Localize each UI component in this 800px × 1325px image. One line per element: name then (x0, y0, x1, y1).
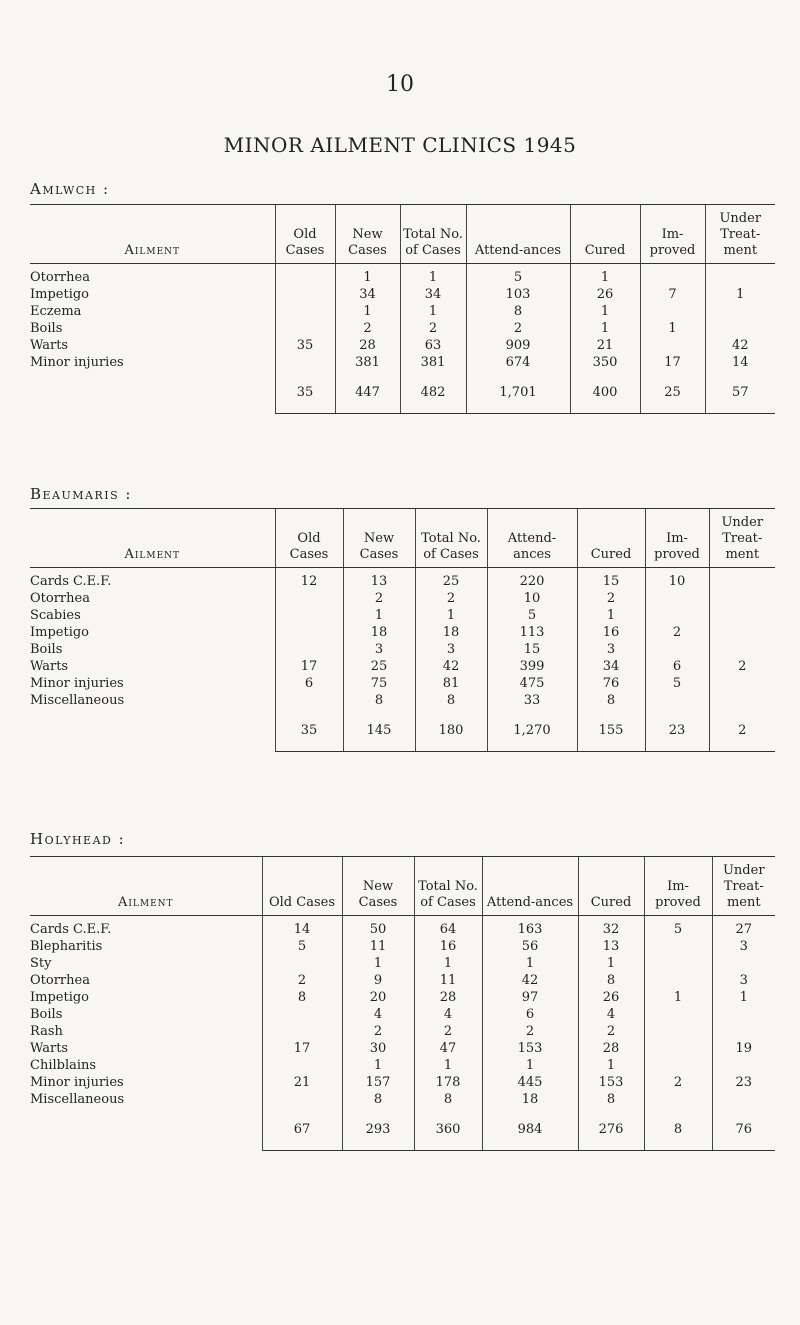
cell-attendances: 1 (482, 1057, 578, 1074)
cell-improved (644, 955, 712, 972)
ailment-name: Boils (30, 321, 63, 336)
holyhead-table (30, 856, 775, 1151)
total-cured: 155 (577, 709, 645, 752)
cell-under-treatment (709, 590, 775, 607)
ailment-name: Miscellaneous (30, 693, 125, 708)
cell-total-cases: 1 (415, 607, 487, 624)
cell-total-cases: 42 (415, 658, 487, 675)
cell-new-cases: 9 (342, 972, 414, 989)
cell-improved (644, 1040, 712, 1057)
cell-cured: 26 (570, 286, 640, 303)
cell-cured: 21 (570, 337, 640, 354)
cell-new-cases: 1 (342, 1057, 414, 1074)
cell-attendances: 56 (482, 938, 578, 955)
cell-total-cases: 64 (414, 916, 482, 939)
cell-attendances: 153 (482, 1040, 578, 1057)
cell-total-cases: 4 (414, 1006, 482, 1023)
cell-cured: 76 (577, 675, 645, 692)
cell-under-treatment (705, 303, 775, 320)
table-row (30, 303, 775, 320)
cell-attendances: 674 (466, 354, 570, 371)
cell-new-cases: 3 (343, 641, 415, 658)
table-row (30, 641, 775, 658)
table-row (30, 1006, 775, 1023)
cell-under-treatment (709, 607, 775, 624)
cell-improved (645, 641, 709, 658)
totals-row (30, 709, 775, 752)
cell-improved (640, 303, 705, 320)
cell-cured: 28 (578, 1040, 644, 1057)
cell-new-cases: 2 (343, 590, 415, 607)
cell-total-cases: 2 (414, 1023, 482, 1040)
cell-old-cases (262, 1057, 342, 1074)
ailment-name: Impetigo (30, 625, 90, 640)
cell-under-treatment (712, 1006, 775, 1023)
table-row (30, 264, 775, 287)
cell-total-cases: 81 (415, 675, 487, 692)
cell-new-cases: 1 (335, 303, 400, 320)
page-title: MINOR AILMENT CLINICS 1945 (223, 133, 577, 157)
cell-total-cases: 47 (414, 1040, 482, 1057)
ailment-name: Sty (30, 956, 52, 971)
ailment-name: Boils (30, 642, 63, 657)
cell-attendances: 475 (487, 675, 577, 692)
cell-under-treatment (709, 568, 775, 591)
cell-improved: 1 (640, 320, 705, 337)
column-header-total-cases: Total No. of Cases (415, 509, 487, 568)
total-old-cases: 35 (275, 709, 343, 752)
cell-cured: 3 (577, 641, 645, 658)
ailment-name: Cards C.E.F. (30, 922, 112, 937)
column-header-under-treatment: Under Treat-ment (712, 857, 775, 916)
page-number: 10 (386, 72, 414, 97)
cell-cured: 34 (577, 658, 645, 675)
cell-old-cases (262, 955, 342, 972)
column-header-total-cases: Total No. of Cases (414, 857, 482, 916)
cell-under-treatment: 14 (705, 354, 775, 371)
cell-total-cases: 3 (415, 641, 487, 658)
cell-total-cases: 11 (414, 972, 482, 989)
total-attendances: 1,270 (487, 709, 577, 752)
column-header-new-cases: New Cases (342, 857, 414, 916)
cell-old-cases (275, 286, 335, 303)
cell-total-cases: 2 (400, 320, 466, 337)
cell-attendances: 18 (482, 1091, 578, 1108)
ailment-name: Miscellaneous (30, 1092, 125, 1107)
cell-cured: 8 (578, 972, 644, 989)
cell-new-cases: 8 (342, 1091, 414, 1108)
cell-new-cases: 2 (335, 320, 400, 337)
cell-cured: 1 (578, 955, 644, 972)
cell-total-cases: 1 (414, 955, 482, 972)
cell-attendances: 909 (466, 337, 570, 354)
cell-cured: 1 (570, 320, 640, 337)
cell-attendances: 33 (487, 692, 577, 709)
total-attendances: 984 (482, 1108, 578, 1151)
total-new-cases: 145 (343, 709, 415, 752)
table-row (30, 568, 775, 591)
cell-under-treatment (705, 320, 775, 337)
ailment-name: Otorrhea (30, 591, 90, 606)
cell-old-cases: 5 (262, 938, 342, 955)
total-new-cases: 293 (342, 1108, 414, 1151)
table-row (30, 916, 775, 939)
ailment-name: Otorrhea (30, 973, 90, 988)
column-header-ailment: Ailment (30, 205, 275, 264)
cell-under-treatment: 2 (709, 658, 775, 675)
totals-label-cell (30, 1108, 262, 1151)
cell-new-cases: 75 (343, 675, 415, 692)
cell-new-cases: 157 (342, 1074, 414, 1091)
column-header-attendances: Attend-ances (482, 857, 578, 916)
table-row (30, 989, 775, 1006)
cell-attendances: 5 (466, 264, 570, 287)
table-row (30, 1040, 775, 1057)
total-total-cases: 482 (400, 371, 466, 414)
cell-total-cases: 18 (415, 624, 487, 641)
header-row (30, 509, 775, 568)
column-header-attendances: Attend-ances (487, 509, 577, 568)
cell-old-cases (275, 354, 335, 371)
totals-label-cell (30, 371, 275, 414)
ailment-name: Cards C.E.F. (30, 574, 112, 589)
total-improved: 25 (640, 371, 705, 414)
cell-total-cases: 1 (400, 303, 466, 320)
cell-old-cases (275, 607, 343, 624)
column-header-ailment: Ailment (30, 857, 262, 916)
cell-old-cases: 17 (275, 658, 343, 675)
cell-attendances: 6 (482, 1006, 578, 1023)
table-row (30, 624, 775, 641)
cell-improved: 5 (645, 675, 709, 692)
cell-new-cases: 381 (335, 354, 400, 371)
ailment-name: Boils (30, 1007, 63, 1022)
cell-total-cases: 28 (414, 989, 482, 1006)
cell-improved: 2 (644, 1074, 712, 1091)
cell-old-cases: 17 (262, 1040, 342, 1057)
cell-improved (644, 938, 712, 955)
cell-under-treatment (712, 955, 775, 972)
cell-new-cases: 2 (342, 1023, 414, 1040)
cell-old-cases (275, 590, 343, 607)
totals-row (30, 371, 775, 414)
cell-old-cases: 21 (262, 1074, 342, 1091)
cell-under-treatment: 23 (712, 1074, 775, 1091)
cell-under-treatment: 3 (712, 938, 775, 955)
total-attendances: 1,701 (466, 371, 570, 414)
column-header-ailment: Ailment (30, 509, 275, 568)
cell-new-cases: 18 (343, 624, 415, 641)
table-row (30, 955, 775, 972)
cell-cured: 8 (578, 1091, 644, 1108)
ailment-name: Blepharitis (30, 939, 103, 954)
column-header-old-cases: Old Cases (275, 509, 343, 568)
table-row (30, 1057, 775, 1074)
cell-under-treatment: 19 (712, 1040, 775, 1057)
cell-improved: 6 (645, 658, 709, 675)
totals-label-cell (30, 709, 275, 752)
cell-new-cases: 28 (335, 337, 400, 354)
cell-attendances: 2 (482, 1023, 578, 1040)
column-header-under-treatment: Under Treat-ment (709, 509, 775, 568)
cell-under-treatment (712, 1091, 775, 1108)
cell-under-treatment (712, 1023, 775, 1040)
total-old-cases: 35 (275, 371, 335, 414)
cell-new-cases: 13 (343, 568, 415, 591)
ailment-name: Warts (30, 338, 69, 353)
cell-cured: 4 (578, 1006, 644, 1023)
total-total-cases: 360 (414, 1108, 482, 1151)
cell-total-cases: 1 (414, 1057, 482, 1074)
cell-total-cases: 16 (414, 938, 482, 955)
table-row (30, 607, 775, 624)
cell-attendances: 220 (487, 568, 577, 591)
table-row (30, 1074, 775, 1091)
cell-old-cases (275, 264, 335, 287)
cell-improved: 2 (645, 624, 709, 641)
cell-cured: 350 (570, 354, 640, 371)
cell-old-cases (275, 624, 343, 641)
cell-improved (644, 1057, 712, 1074)
table-row (30, 590, 775, 607)
column-header-new-cases: New Cases (335, 205, 400, 264)
cell-improved (645, 692, 709, 709)
cell-improved (645, 607, 709, 624)
table-row (30, 658, 775, 675)
ailment-name: Scabies (30, 608, 81, 623)
total-improved: 8 (644, 1108, 712, 1151)
cell-old-cases (275, 692, 343, 709)
cell-old-cases: 35 (275, 337, 335, 354)
cell-old-cases: 2 (262, 972, 342, 989)
table-row (30, 320, 775, 337)
total-new-cases: 447 (335, 371, 400, 414)
cell-attendances: 2 (466, 320, 570, 337)
cell-cured: 153 (578, 1074, 644, 1091)
table-row (30, 692, 775, 709)
cell-old-cases (262, 1006, 342, 1023)
cell-new-cases: 50 (342, 916, 414, 939)
cell-attendances: 103 (466, 286, 570, 303)
cell-under-treatment (705, 264, 775, 287)
total-cured: 400 (570, 371, 640, 414)
column-header-under-treatment: Under Treat-ment (705, 205, 775, 264)
cell-old-cases (275, 303, 335, 320)
cell-old-cases: 6 (275, 675, 343, 692)
cell-total-cases: 381 (400, 354, 466, 371)
ailment-name: Impetigo (30, 287, 90, 302)
cell-under-treatment (709, 624, 775, 641)
cell-total-cases: 63 (400, 337, 466, 354)
header-row (30, 205, 775, 264)
cell-under-treatment: 42 (705, 337, 775, 354)
total-old-cases: 67 (262, 1108, 342, 1151)
cell-under-treatment: 1 (712, 989, 775, 1006)
cell-under-treatment: 27 (712, 916, 775, 939)
cell-new-cases: 20 (342, 989, 414, 1006)
cell-improved (644, 972, 712, 989)
total-improved: 23 (645, 709, 709, 752)
cell-improved (644, 1091, 712, 1108)
cell-under-treatment (709, 692, 775, 709)
cell-new-cases: 8 (343, 692, 415, 709)
total-cured: 276 (578, 1108, 644, 1151)
ailment-name: Minor injuries (30, 676, 124, 691)
section-title-amlwch: Amlwch : (30, 180, 110, 198)
cell-total-cases: 34 (400, 286, 466, 303)
cell-improved: 10 (645, 568, 709, 591)
total-under-treatment: 76 (712, 1108, 775, 1151)
cell-improved (644, 1023, 712, 1040)
cell-total-cases: 2 (415, 590, 487, 607)
column-header-old-cases: Old Cases (275, 205, 335, 264)
cell-improved (640, 264, 705, 287)
cell-cured: 26 (578, 989, 644, 1006)
table-row (30, 286, 775, 303)
cell-attendances: 10 (487, 590, 577, 607)
cell-new-cases: 1 (343, 607, 415, 624)
cell-new-cases: 4 (342, 1006, 414, 1023)
table-row (30, 354, 775, 371)
cell-improved: 7 (640, 286, 705, 303)
ailment-name: Otorrhea (30, 270, 90, 285)
beaumaris-table (30, 508, 775, 752)
cell-cured: 32 (578, 916, 644, 939)
cell-improved: 17 (640, 354, 705, 371)
cell-improved (640, 337, 705, 354)
cell-total-cases: 8 (414, 1091, 482, 1108)
column-header-improved: Im-proved (644, 857, 712, 916)
cell-old-cases: 12 (275, 568, 343, 591)
cell-old-cases: 8 (262, 989, 342, 1006)
cell-old-cases (275, 641, 343, 658)
ailment-name: Warts (30, 659, 69, 674)
column-header-total-cases: Total No. of Cases (400, 205, 466, 264)
cell-under-treatment (709, 675, 775, 692)
cell-improved: 1 (644, 989, 712, 1006)
cell-cured: 8 (577, 692, 645, 709)
table-row (30, 938, 775, 955)
cell-under-treatment: 1 (705, 286, 775, 303)
cell-new-cases: 1 (342, 955, 414, 972)
cell-new-cases: 1 (335, 264, 400, 287)
cell-total-cases: 1 (400, 264, 466, 287)
cell-improved (645, 590, 709, 607)
table-row (30, 972, 775, 989)
table-row (30, 337, 775, 354)
cell-improved (644, 1006, 712, 1023)
ailment-name: Warts (30, 1041, 69, 1056)
cell-attendances: 42 (482, 972, 578, 989)
ailment-name: Rash (30, 1024, 63, 1039)
cell-under-treatment (709, 641, 775, 658)
table-row (30, 675, 775, 692)
cell-new-cases: 25 (343, 658, 415, 675)
amlwch-table (30, 204, 775, 414)
cell-attendances: 163 (482, 916, 578, 939)
totals-row (30, 1108, 775, 1151)
cell-cured: 2 (578, 1023, 644, 1040)
cell-new-cases: 11 (342, 938, 414, 955)
cell-improved: 5 (644, 916, 712, 939)
cell-attendances: 97 (482, 989, 578, 1006)
table-row (30, 1023, 775, 1040)
total-total-cases: 180 (415, 709, 487, 752)
cell-cured: 1 (578, 1057, 644, 1074)
column-header-cured: Cured (578, 857, 644, 916)
cell-new-cases: 34 (335, 286, 400, 303)
cell-cured: 15 (577, 568, 645, 591)
cell-total-cases: 178 (414, 1074, 482, 1091)
header-row (30, 857, 775, 916)
section-title-holyhead: Holyhead : (30, 830, 126, 848)
column-header-improved: Im-proved (645, 509, 709, 568)
column-header-improved: Im-proved (640, 205, 705, 264)
cell-total-cases: 25 (415, 568, 487, 591)
cell-cured: 1 (570, 264, 640, 287)
cell-attendances: 8 (466, 303, 570, 320)
cell-new-cases: 30 (342, 1040, 414, 1057)
column-header-attendances: Attend-ances (466, 205, 570, 264)
cell-attendances: 113 (487, 624, 577, 641)
cell-attendances: 445 (482, 1074, 578, 1091)
cell-attendances: 5 (487, 607, 577, 624)
column-header-cured: Cured (570, 205, 640, 264)
cell-cured: 2 (577, 590, 645, 607)
cell-cured: 13 (578, 938, 644, 955)
cell-under-treatment: 3 (712, 972, 775, 989)
column-header-new-cases: New Cases (343, 509, 415, 568)
cell-cured: 1 (570, 303, 640, 320)
cell-attendances: 15 (487, 641, 577, 658)
ailment-name: Impetigo (30, 990, 90, 1005)
cell-cured: 1 (577, 607, 645, 624)
cell-old-cases (262, 1023, 342, 1040)
column-header-cured: Cured (577, 509, 645, 568)
ailment-name: Chilblains (30, 1058, 97, 1073)
cell-under-treatment (712, 1057, 775, 1074)
ailment-name: Eczema (30, 304, 82, 319)
ailment-name: Minor injuries (30, 355, 124, 370)
section-title-beaumaris: Beaumaris : (30, 485, 132, 503)
column-header-old-cases: Old Cases (262, 857, 342, 916)
ailment-name: Minor injuries (30, 1075, 124, 1090)
cell-old-cases (262, 1091, 342, 1108)
cell-attendances: 399 (487, 658, 577, 675)
table-row (30, 1091, 775, 1108)
cell-cured: 16 (577, 624, 645, 641)
cell-old-cases (275, 320, 335, 337)
cell-total-cases: 8 (415, 692, 487, 709)
cell-attendances: 1 (482, 955, 578, 972)
total-under-treatment: 57 (705, 371, 775, 414)
cell-old-cases: 14 (262, 916, 342, 939)
total-under-treatment: 2 (709, 709, 775, 752)
